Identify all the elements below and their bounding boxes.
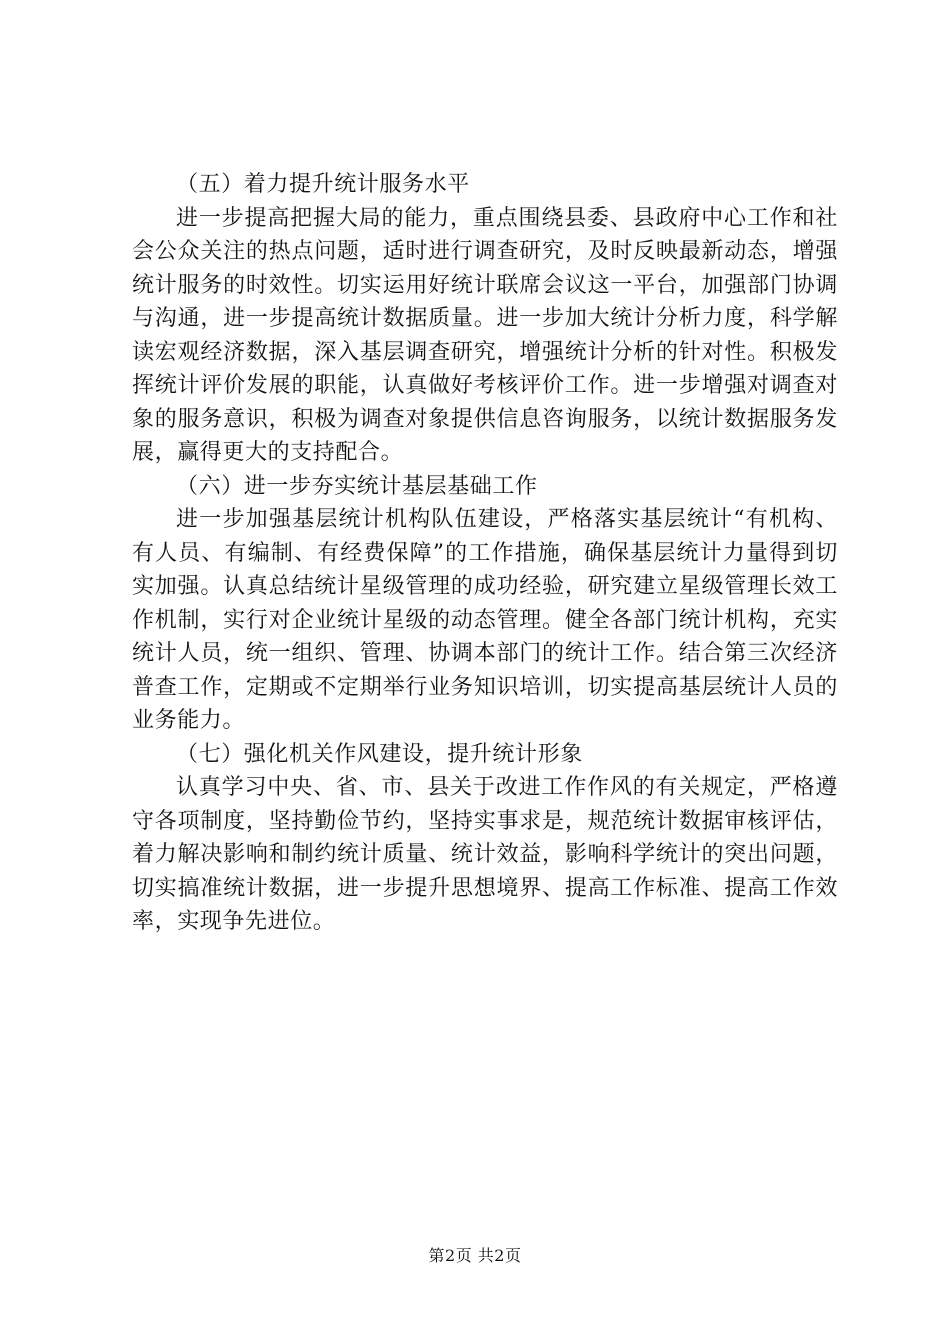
section-6-heading: （六）进一步夯实统计基层基础工作 bbox=[176, 473, 538, 499]
document-body bbox=[132, 168, 838, 939]
section-7-paragraph: 认真学习中央、省、市、县关于改进工作作风的有关规定，严格遵守各项制度，坚持勤俭节约，坚持实事求是，规范统计数据审核评估，着力解决影响和制约统计质量、统计效益，影响科学统计的突出问题，切实搞准统计数据，进一步提升思想境界、提高工作标准、提高工作效率，实现争先进位。 bbox=[132, 775, 838, 934]
section-6-paragraph: 进一步加强基层统计机构队伍建设，严格落实基层统计“有机构、有人员、有编制、有经费保障”的工作措施，确保基层统计力量得到切实加强。认真总结统计星级管理的成功经验，研究建立星级管理长效工作机制，实行对企业统计星级的动态管理。健全各部门统计机构，充实统计人员，统一组织、管理、协调本部门的统计工作。结合第三次经济普查工作，定期或不定期举行业务知识培训，切实提高基层统计人员的业务能力。 bbox=[132, 507, 838, 733]
section-5-heading: （五）着力提升统计服务水平 bbox=[176, 172, 470, 197]
section-7-heading: （七）强化机关作风建设，提升统计形象 bbox=[176, 741, 583, 767]
page-number-footer: 第2页 共2页 bbox=[428, 1246, 522, 1265]
section-5-paragraph: 进一步提高把握大局的能力，重点围绕县委、县政府中心工作和社会公众关注的热点问题，适时进行调查研究，及时反映最新动态，增强统计服务的时效性。切实运用好统计联席会议这一平台，加强部门协调与沟通，进一步提高统计数据质量。进一步加大统计分析力度，科学解读宏观经济数据，深入基层调查研究，增强统计分析的针对性。积极发挥统计评价发展的职能，认真做好考核评价工作。进一步增强对调查对象的服务意识，积极为调查对象提供信息咨询服务，以统计数据服务发展，赢得更大的支持配合。 bbox=[132, 205, 838, 465]
